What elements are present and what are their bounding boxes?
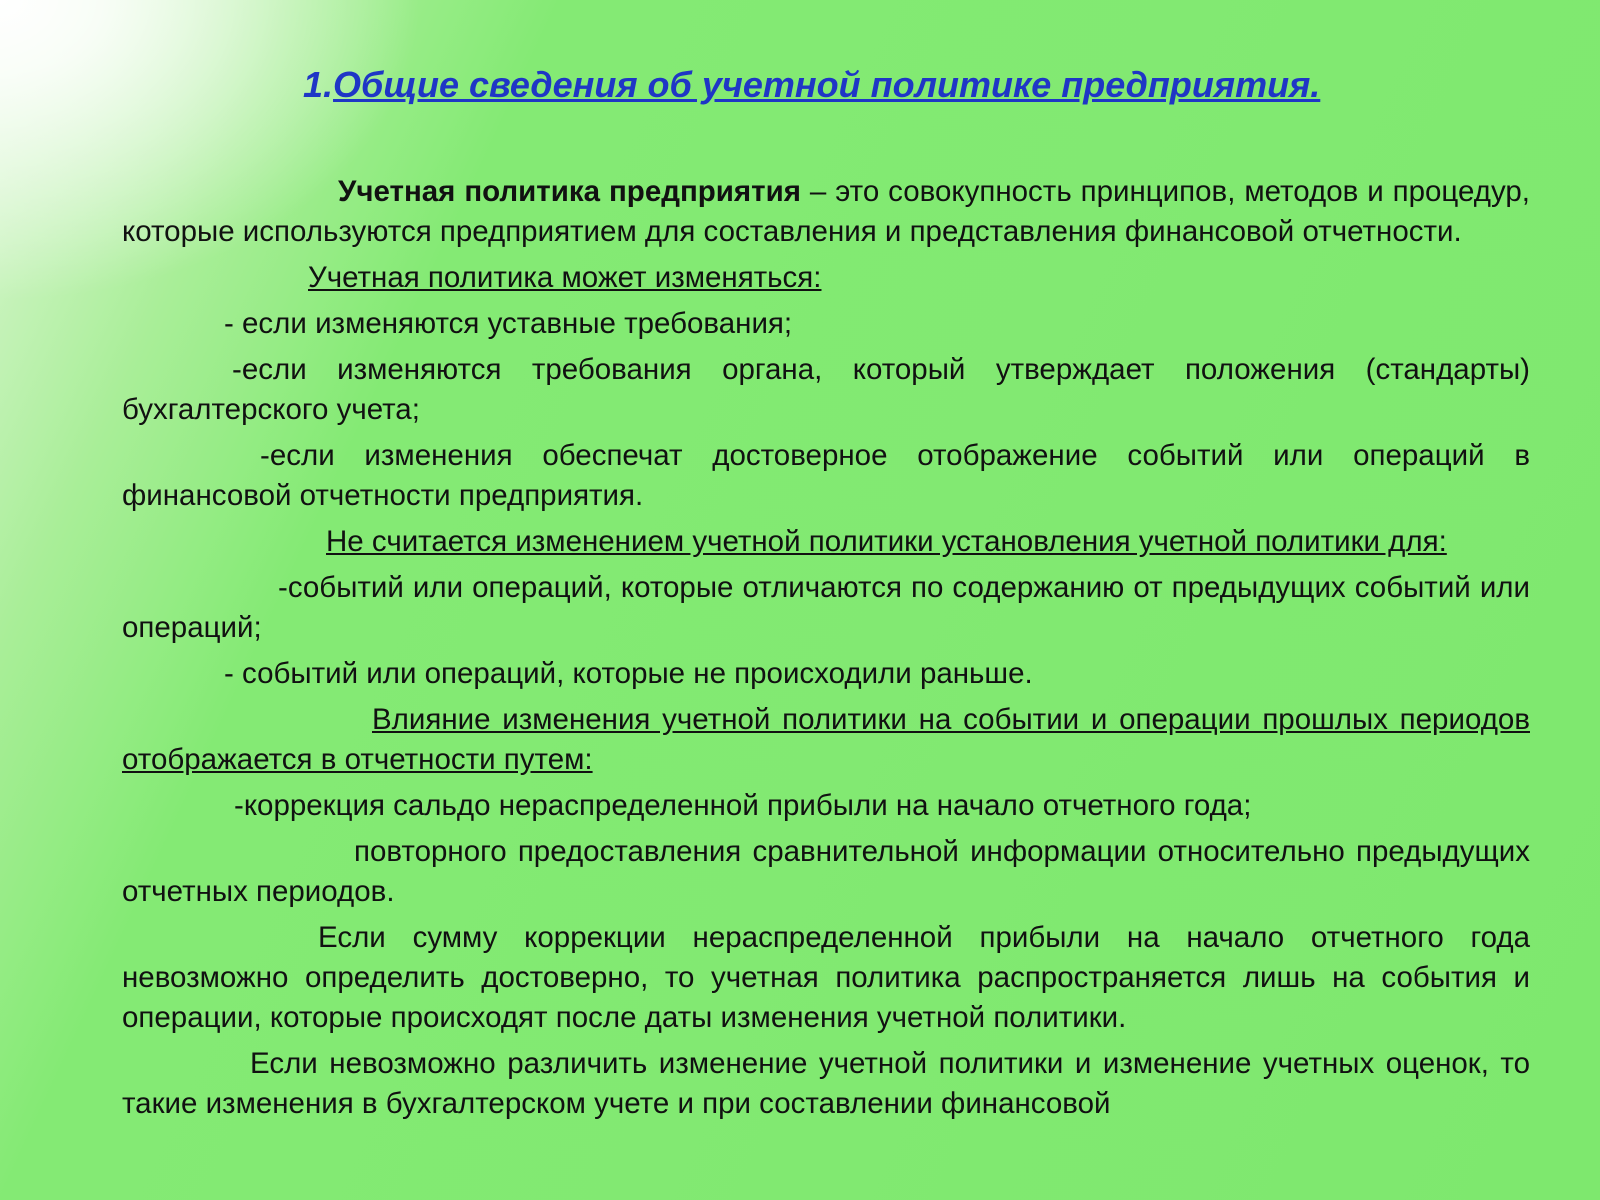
not-change-heading-paragraph (122, 522, 1530, 562)
list-item: повторного предоставления сравнительной информации относительно предыдущих отчетных периодов. (122, 835, 1530, 908)
slide-body (122, 172, 1530, 1130)
title-text: Общие сведения об учетной политике предприятия. (333, 64, 1321, 105)
slide-title (303, 64, 1320, 106)
definition-term: Учетная политика предприятия (338, 175, 801, 208)
list-item: -если изменения обеспечат достоверное отображение событий или операций в финансовой отчетности предприятия. (122, 439, 1530, 512)
not-change-heading: Не считается изменением учетной политики установления учетной политики для: (326, 525, 1447, 558)
body-paragraph: Если сумму коррекции нераспределенной прибыли на начало отчетного года невозможно определить достоверно, то учетная политика распространяется лишь на события и операции, которые происходят после даты изменения учетной политики. (122, 921, 1530, 1034)
definition-text: – это совокупность принципов, методов и процедур, которые используются предприятием для составления и представления финансовой отчетности. (122, 175, 1530, 248)
influence-heading: Влияние изменения учетной политики на событии и операции прошлых периодов отображается в отчетности путем: (122, 703, 1530, 776)
list-item: -коррекция сальдо нераспределенной прибыли на начало отчетного года; (234, 789, 1252, 822)
list-item: -если изменяются требования органа, который утверждает положения (стандарты) бухгалтерского учета; (122, 353, 1530, 426)
body-paragraph: Если невозможно различить изменение учетной политики и изменение учетных оценок, то такие изменения в бухгалтерском учете и при составлении финансовой (122, 1047, 1530, 1120)
list-item: - событий или операций, которые не происходили раньше. (224, 657, 1033, 690)
definition-paragraph (122, 172, 1530, 252)
may-change-heading: Учетная политика может изменяться: (308, 261, 822, 294)
influence-heading-paragraph (122, 700, 1530, 780)
list-item: - если изменяются уставные требования; (224, 307, 793, 340)
title-number: 1. (303, 64, 334, 105)
list-item: -событий или операций, которые отличаются по содержанию от предыдущих событий или операций; (122, 571, 1530, 644)
may-change-heading-paragraph (122, 258, 1530, 298)
